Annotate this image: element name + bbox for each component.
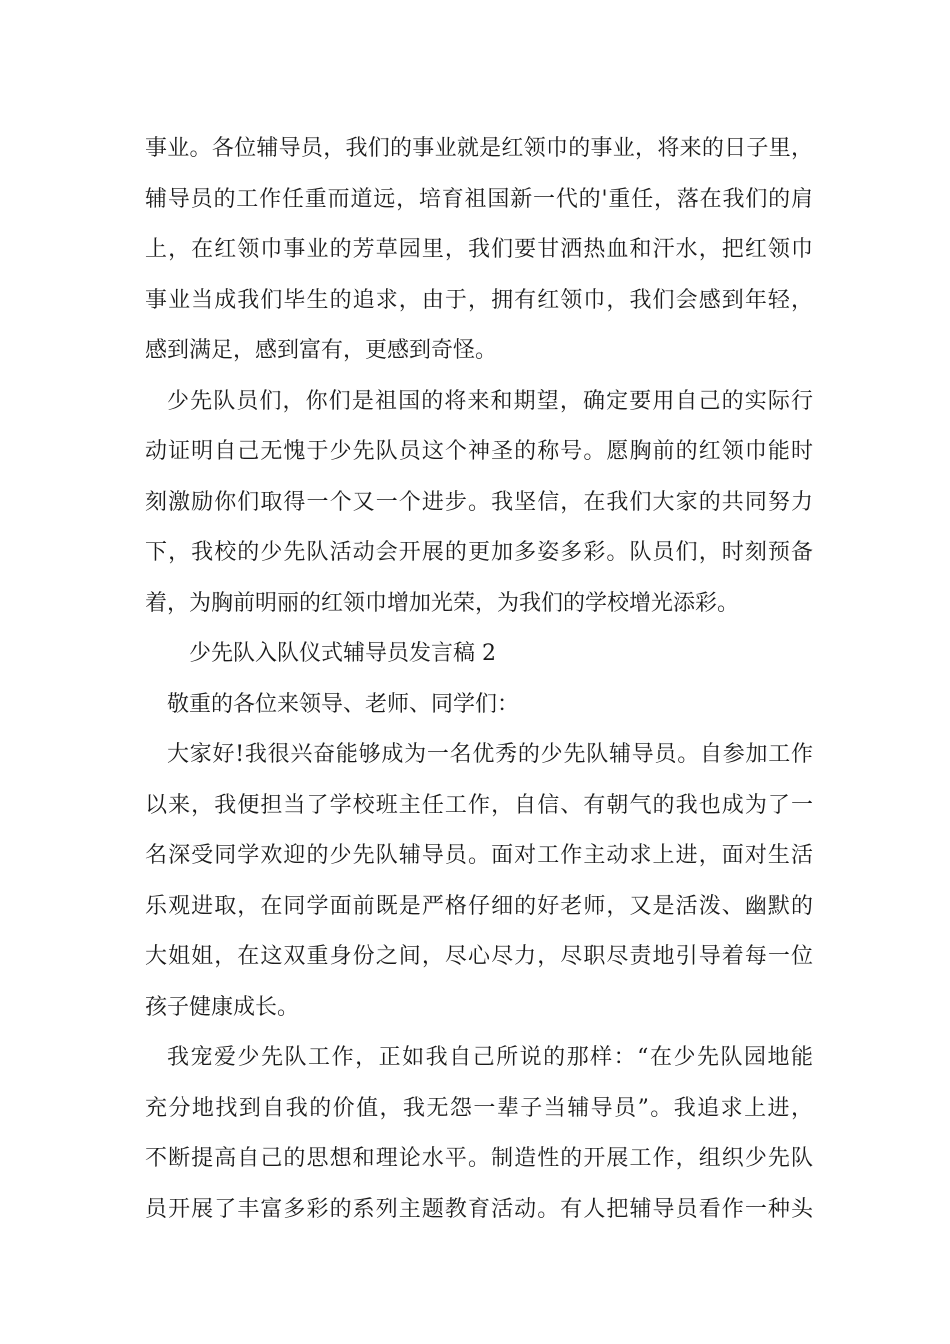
text-line: 名深受同学欢迎的少先队辅导员。面对工作主动求上进，面对生活 bbox=[145, 843, 813, 868]
text-line: 孩子健康成长。 bbox=[145, 994, 300, 1020]
text-line: 下，我校的少先队活动会开展的更加多姿多彩。队员们，时刻预备 bbox=[145, 540, 813, 565]
section-heading: 少先队入队仪式辅导员发言稿 2 bbox=[189, 641, 496, 666]
text-line: 刻激励你们取得一个又一个进步。我坚信，在我们大家的共同努力 bbox=[145, 489, 813, 515]
text-line: 乐观进取，在同学面前既是严格仔细的好老师，又是活泼、幽默的 bbox=[145, 893, 813, 919]
text-line: 大家好!我很兴奋能够成为一名优秀的少先队辅导员。自参加工作 bbox=[167, 742, 813, 767]
text-line: 辅导员的工作任重而道远，培育祖国新一代的'重任，落在我们的肩 bbox=[145, 186, 813, 212]
salutation-line: 敬重的各位来领导、老师、同学们： bbox=[167, 691, 520, 717]
text-line: 事业。各位辅导员，我们的事业就是红领巾的事业，将来的日子里， bbox=[145, 136, 813, 161]
text-line: 着，为胸前明丽的红领巾增加光荣，为我们的学校增光添彩。 bbox=[145, 590, 740, 616]
text-line: 员开展了丰富多彩的系列主题教育活动。有人把辅导员看作一种头 bbox=[145, 1196, 813, 1222]
document-body bbox=[145, 124, 813, 1235]
text-line: 不断提高自己的思想和理论水平。制造性的开展工作，组织少先队 bbox=[145, 1146, 813, 1171]
text-line: 以来，我便担当了学校班主任工作，自信、有朝气的我也成为了一 bbox=[145, 792, 813, 818]
text-line: 感到满足，感到富有，更感到奇怪。 bbox=[145, 338, 498, 363]
text-line: 事业当成我们毕生的追求，由于，拥有红领巾，我们会感到年轻， bbox=[145, 287, 813, 313]
text-line: 我宠爱少先队工作，正如我自己所说的那样：“在少先队园地能 bbox=[167, 1045, 813, 1070]
text-line: 大姐姐，在这双重身份之间，尽心尽力，尽职尽责地引导着每一位 bbox=[145, 944, 813, 969]
text-line: 充分地找到自我的价值，我无怨一辈子当辅导员”。我追求上进， bbox=[145, 1095, 813, 1121]
text-line: 少先队员们，你们是祖国的将来和期望，确定要用自己的实际行 bbox=[167, 388, 813, 414]
text-line: 动证明自己无愧于少先队员这个神圣的称号。愿胸前的红领巾能时 bbox=[145, 439, 813, 464]
text-line: 上，在红领巾事业的芳草园里，我们要甘洒热血和汗水，把红领巾 bbox=[145, 237, 813, 262]
